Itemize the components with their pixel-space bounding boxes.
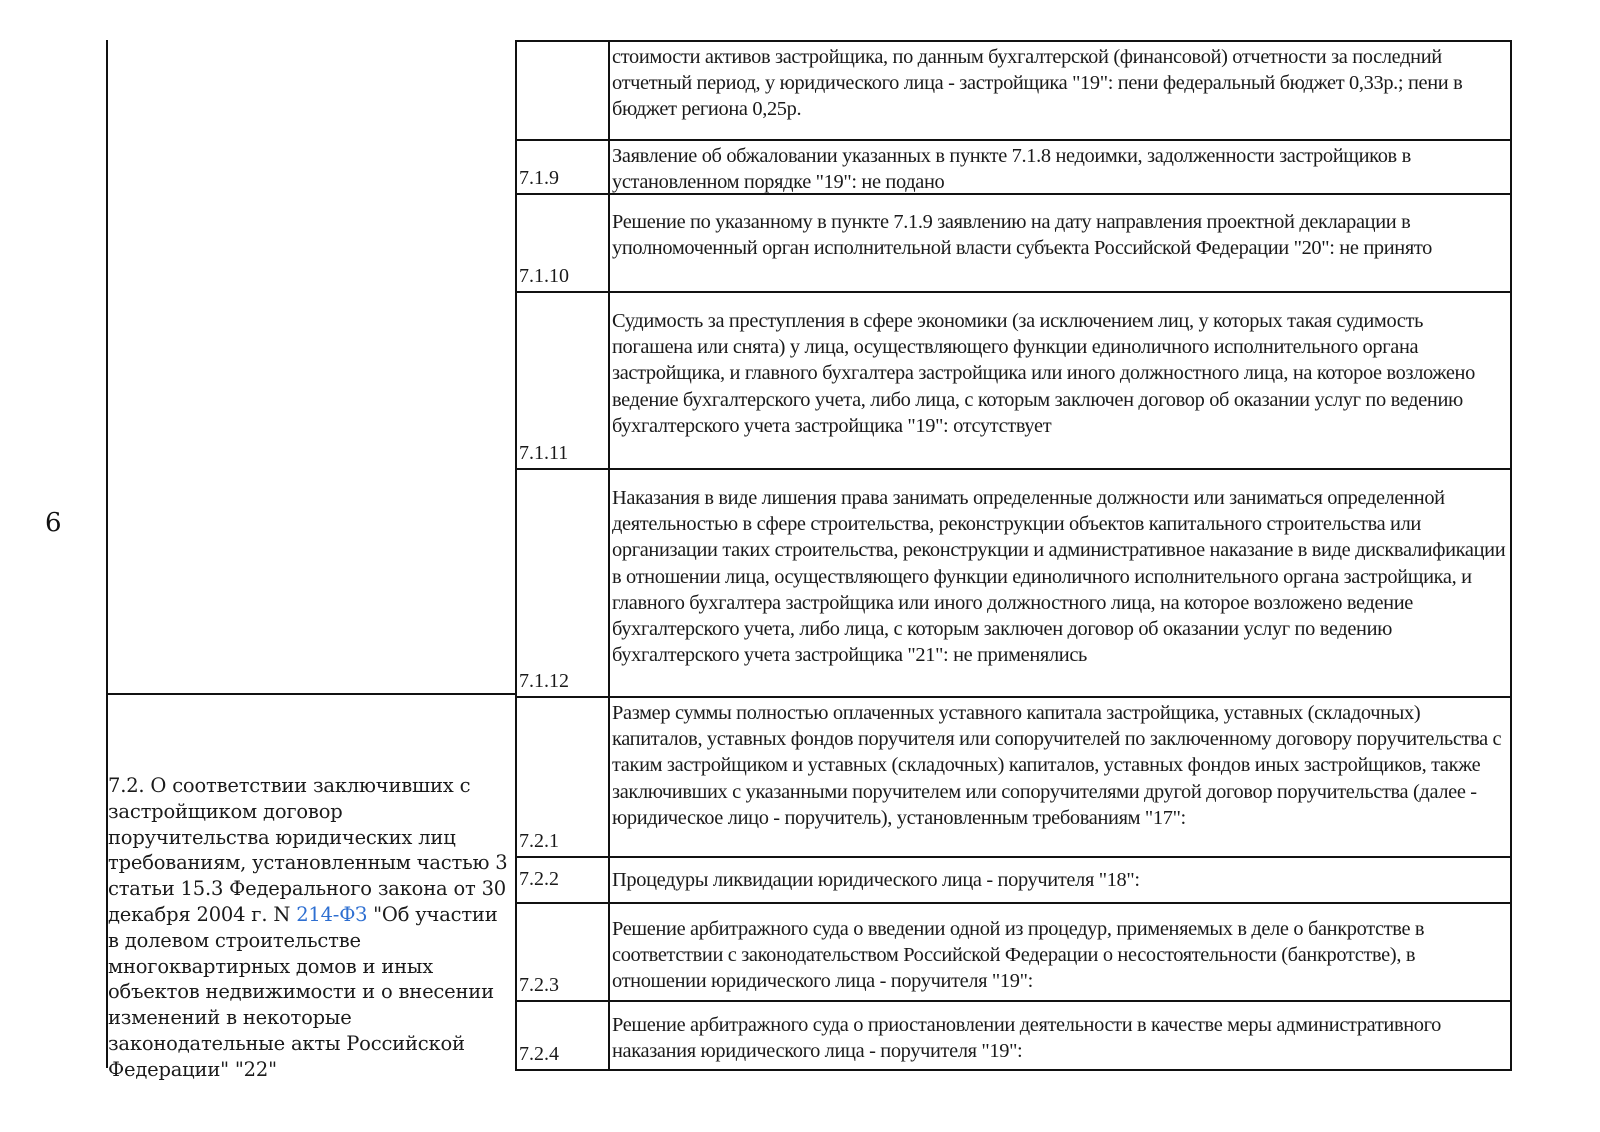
item-number: 7.1.11	[517, 293, 610, 468]
table-row	[517, 42, 1510, 139]
item-text: Процедуры ликвидации юридического лица - поручителя "18":	[612, 868, 1140, 891]
item-text: Заявление об обжаловании указанных в пункте 7.1.8 недоимки, задолженности застройщиков в установленном порядке "19": не подано	[612, 145, 1411, 194]
item-text: Наказания в виде лишения права занимать определенные должности или заниматься определенной деятельностью в сфере строительства, реконструкции объектов капитального строительства или организации таких строительства, реконструкции и административное наказание в виде дисквалификации в отношении лица, осуществляющего функции единоличного исполнительного органа застройщика, и главного бухгалтера застройщика или иного должностного лица, на которое возложено ведение бухгалтерского учета, либо лица, с которым заключен договор об оказании услуг по ведению бухгалтерского учета застройщика "21": не применялись	[612, 487, 1506, 667]
item-number: 7.1.9	[517, 141, 610, 193]
item-number: 7.1.10	[517, 195, 610, 291]
table-row	[517, 139, 1510, 193]
item-number	[517, 42, 610, 139]
section-title-text-before: 7.2. О соответствии заключивших с застройщиком договор поручительства юридических лиц требованиям, установленным частью 3 статьи 15.3 Федерального закона от 30 декабря 2004 г. N	[108, 774, 508, 926]
item-number: 7.2.1	[517, 698, 610, 856]
section-7-2-title	[108, 773, 508, 1083]
table-row	[517, 856, 1510, 902]
law-214-fz-link[interactable]: 214-ФЗ	[296, 902, 368, 926]
table-row	[517, 902, 1510, 1000]
page-number: 6	[45, 508, 62, 538]
item-text: Решение по указанному в пункте 7.1.9 заявлению на дату направления проектной декларации в уполномоченный орган исполнительной власти субъекта Российской Федерации "20": не принято	[612, 211, 1433, 260]
section-title-text-after: "Об участии в долевом строительстве многоквартирных домов и иных объектов недвижимости и о внесении изменений в некоторые законодательные акты Российской Федерации" "22"	[108, 902, 498, 1081]
table-row	[517, 291, 1510, 468]
item-number: 7.2.2	[517, 858, 610, 902]
disclosure-table	[515, 40, 1512, 1071]
table-row	[517, 696, 1510, 856]
item-text: Решение арбитражного суда о приостановлении деятельности в качестве меры административного наказания юридического лица - поручителя "19":	[612, 1014, 1442, 1063]
item-text: Решение арбитражного суда о введении одной из процедур, применяемых в деле о банкротстве в соответствии с законодательством Российской Федерации о несостоятельности (банкротстве), в отношении юридического лица - поручителя "19":	[612, 918, 1425, 993]
section-divider	[106, 693, 516, 695]
item-text: Судимость за преступления в сфере экономики (за исключением лиц, у которых такая судимость погашена или снята) у лица, осуществляющего функции единоличного исполнительного органа застройщика, и главного бухгалтера застройщика или иного должностного лица, на которое возложено ведение бухгалтерского учета, либо лица, с которым заключен договор об оказании услуг по ведению бухгалтерского учета застройщика "19": отсутствует	[612, 310, 1475, 437]
item-number: 7.2.3	[517, 904, 610, 1000]
item-number: 7.2.4	[517, 1002, 610, 1069]
item-text: Размер суммы полностью оплаченных уставного капитала застройщика, уставных (складочных) капиталов, уставных фондов поручителя или сопоручителей по заключенному договору поручительства с таким застройщиком и уставных (складочных) капиталов, уставных фондов иных застройщиков, также заключивших с указанными поручителем или сопоручителями другой договор поручительства (далее - юридическое лицо - поручитель), установленным требованиям "17":	[612, 702, 1502, 829]
table-row	[517, 1000, 1510, 1069]
item-number: 7.1.12	[517, 470, 610, 696]
item-text: стоимости активов застройщика, по данным бухгалтерской (финансовой) отчетности за последний отчетный период, у юридического лица - застройщика "19": пени федеральный бюджет 0,33р.; пени в бюджет региона 0,25р.	[612, 46, 1463, 121]
table-row	[517, 193, 1510, 291]
table-row	[517, 468, 1510, 696]
